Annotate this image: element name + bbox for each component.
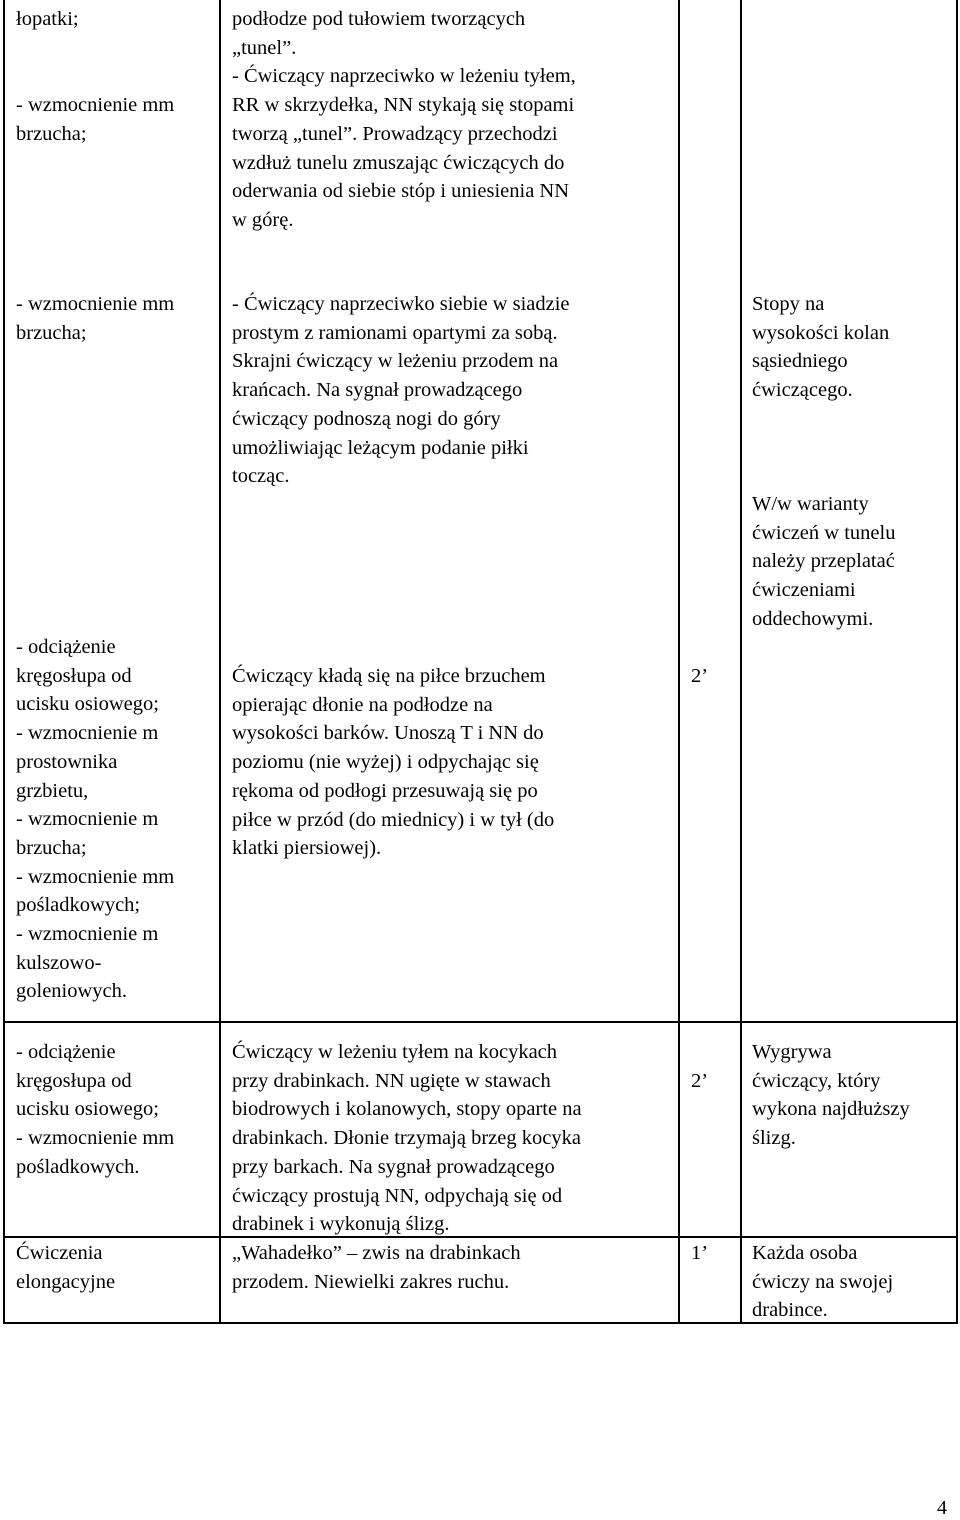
row-3-aims-cell: Ćwiczenia elongacyjne [16,1242,116,1293]
row-2-duration-cell: 2’ [691,1070,709,1092]
row-2-aims-cell: - odciążenie kręgosłupa od ucisku osiowego; - wzmocnienie mm pośladkowych. [16,1041,175,1178]
row-0-description-cell: podłodze pod tułowiem tworzących „tunel”. - Ćwiczący naprzeciwko w leżeniu tyłem, RR w skrzydełka, NN stykają się stopami tworzą „tunel”. Prowadzący przechodzi wzdłuż tunelu zmuszając ćwiczących do oderwania od siebie stóp i uniesienia NN w górę. [232,8,576,231]
table-border-right [956,0,958,1323]
row-3-description-cell: „Wahadełko” – zwis na drabinkach przodem. Niewielki zakres ruchu. [232,1242,521,1293]
row-0-aims-cell-a: łopatki; [16,8,79,30]
row-1-notes-cell-a: Stopy na wysokości kolan sąsiedniego ćwiczącego. [752,293,890,402]
row-2-description-cell: Ćwiczący w leżeniu tyłem na kocykach przy drabinkach. NN ugięte w stawach biodrowych i kolanowych, stopy oparte na drabinkach. Dłonie trzymają brzeg kocyka przy barkach. Na sygnał prowadzącego ćwiczący prostują NN, odpychają się od drabinek i wykonują ślizg. [232,1041,582,1236]
table-border-left [3,0,5,1323]
row-1-notes-cell-b: W/w warianty ćwiczeń w tunelu należy przeplatać ćwiczeniami oddechowymi. [752,493,896,630]
page-number: 4 [937,1497,947,1519]
row-divider-1 [3,1021,958,1023]
row-3-notes-cell: Każda osoba ćwiczy na swojej drabince. [752,1242,894,1322]
row-1-duration-cell: 2’ [691,665,709,687]
column-divider-1 [219,0,221,1323]
row-0-aims-cell-b: - wzmocnienie mm brzucha; [16,94,175,145]
row-1-description-cell-a: - Ćwiczący naprzeciwko siebie w siadzie prostym z ramionami opartymi za sobą. Skrajni ćwiczący w leżeniu przodem na krańcach. Na sygnał prowadzącego ćwiczący podnoszą nogi do góry umożliwiając leżącym podanie piłki tocząc. [232,293,570,488]
column-divider-2 [678,0,680,1323]
row-2-notes-cell: Wygrywa ćwiczący, który wykona najdłuższy ślizg. [752,1041,910,1150]
row-1-aims-cell-a: - wzmocnienie mm brzucha; [16,293,175,344]
row-1-aims-cell-b: - odciążenie kręgosłupa od ucisku osiowego; - wzmocnienie m prostownika grzbietu, - wzmocnienie m brzucha; - wzmocnienie mm pośladkowych; - wzmocnienie m kulszowo- goleniowych. [16,636,175,1003]
row-3-duration-cell: 1’ [691,1242,709,1264]
row-1-description-cell-b: Ćwiczący kładą się na piłce brzuchem opierając dłonie na podłodze na wysokości barków. Unoszą T i NN do poziomu (nie wyżej) i odpychając się rękoma od podłogi przesuwają się po piłce w przód (do miednicy) i w tył (do klatki piersiowej). [232,665,555,860]
